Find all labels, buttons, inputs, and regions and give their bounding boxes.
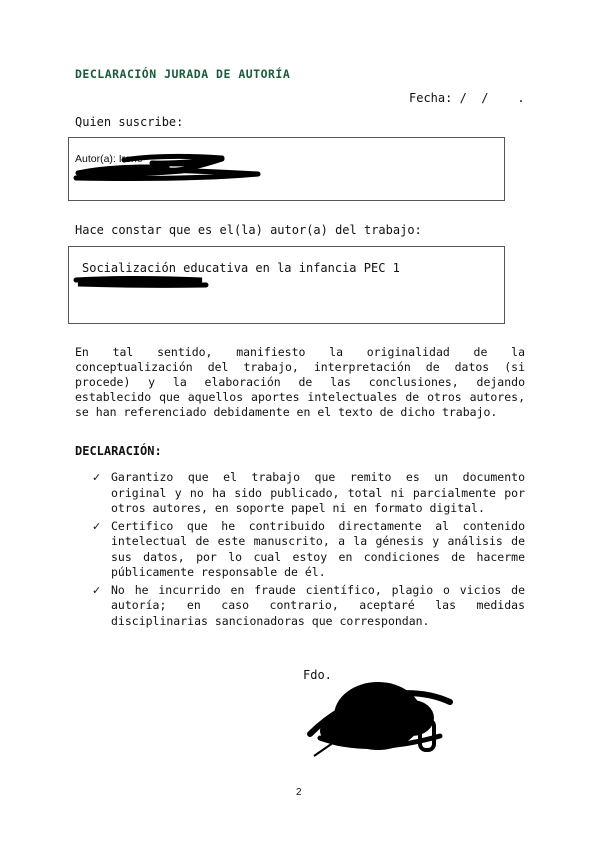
declaration-text: Garantizo que el trabajo que remito es un documento original y no ha sido publicado, total ni parcialmente por otros autores, en soporte papel ni en formato digital.: [111, 470, 525, 515]
page-number: 2: [296, 787, 302, 798]
declaration-list: [92, 470, 525, 631]
check-mark-icon: ✓: [92, 583, 102, 597]
check-mark-icon: ✓: [92, 519, 102, 533]
date-line: Fecha: / / .: [409, 91, 525, 105]
originality-paragraph: En tal sentido, manifiesto la originalidad de la conceptualización del trabajo, interpretación de datos (si procede) y la elaboración de las conclusiones, dejando establecido que aquellos aportes intelectuales de otros autores, se han referenciado debidamente en el texto de dicho trabajo.: [75, 345, 525, 419]
declaration-text: No he incurrido en fraude científico, plagio o vicios de autoría; en caso contrario, aceptaré las medidas disciplinarias sancionadoras que correspondan.: [111, 582, 525, 628]
signature-label: Fdo.: [303, 668, 332, 682]
list-item: [92, 470, 525, 517]
document-title: DECLARACIÓN JURADA DE AUTORÍA: [75, 67, 291, 81]
author-name: Autor(a): Irene: [75, 153, 143, 165]
check-mark-icon: ✓: [92, 471, 102, 484]
declaration-heading: DECLARACIÓN:: [75, 444, 162, 458]
declaration-text: Certifico que he contribuido directamente al contenido intelectual de este manuscrito, a la génesis y análisis de sus datos, por lo cual estoy en condiciones de hacerme públicamente responsable de él.: [111, 518, 525, 579]
work-title: Socialización educativa en la infancia PEC 1: [82, 261, 400, 275]
statement-text: Hace constar que es el(la) autor(a) del trabajo:: [75, 223, 422, 237]
list-item: [92, 583, 525, 630]
subscriber-label: Quien suscribe:: [75, 115, 184, 129]
signature-redaction: [300, 676, 460, 762]
list-item: [92, 519, 525, 581]
author-redaction: [72, 150, 272, 186]
work-redaction: [72, 274, 212, 290]
